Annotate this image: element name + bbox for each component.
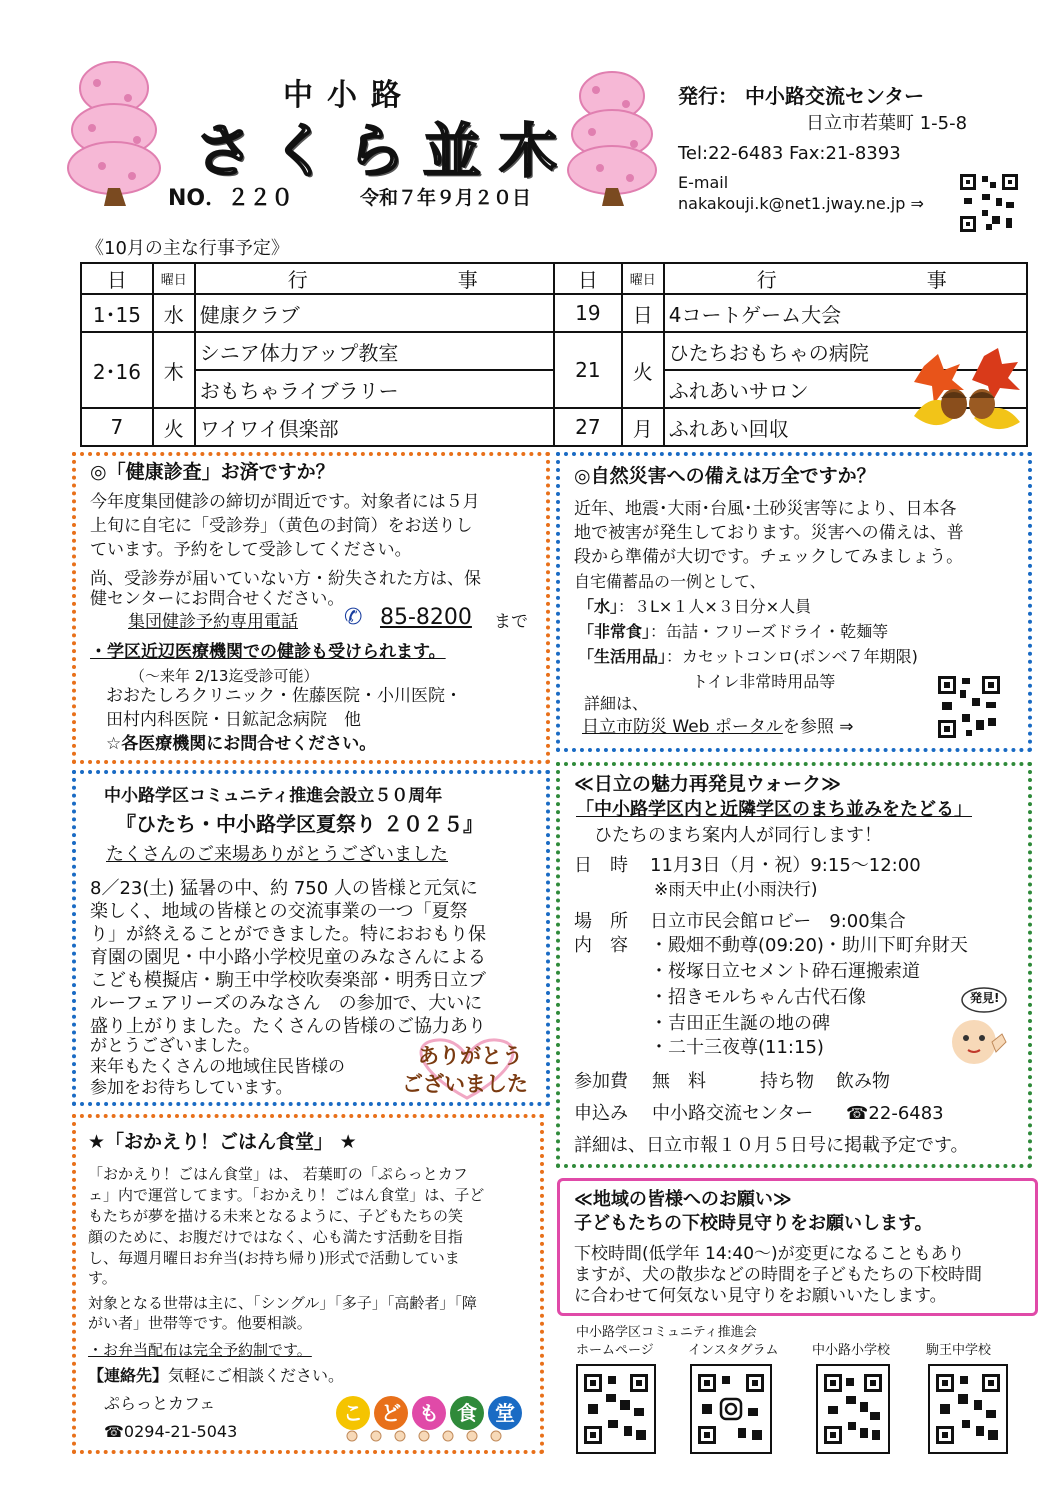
sakura-tree-left-icon	[62, 58, 166, 208]
schedule-weekday: 水	[153, 294, 195, 332]
kitchen-line: 顔のために、お腹だけではなく、心も満たす活動を目指	[88, 1228, 463, 1246]
festival-body: ルーフェアリーズのみなさん の参加で、大いに	[90, 993, 483, 1014]
cafe-name: ぷらっとカフェ	[104, 1394, 216, 1413]
schedule-event: ふれあい回収	[664, 408, 1027, 446]
header-weekday-right: 曜日	[622, 263, 664, 294]
stock-item-cont: トイレ非常時用品等	[692, 672, 836, 691]
header-event: 行 事	[195, 263, 554, 294]
schedule-weekday: 木	[153, 332, 195, 408]
festival-body: 参加をお待ちしています。	[90, 1078, 293, 1098]
walk-detail: 詳細は、日立市報１０月５日号に掲載予定です。	[574, 1135, 969, 1156]
kitchen-line: 「おかえり！ごはん食堂」は、 若葉町の「ぷらっとカフ	[88, 1165, 468, 1183]
festival-body: り」が終えることができました。特におおもり保	[90, 924, 486, 945]
health-title: ◎「健康診査」お済ですか？	[90, 461, 335, 483]
schedule-day: 21	[554, 332, 622, 408]
homepage-qr-code-icon[interactable]	[576, 1364, 656, 1454]
disaster-detail: 詳細は、	[584, 694, 649, 713]
junior-high-qr-code-icon[interactable]	[928, 1364, 1008, 1454]
publisher: 発行： 中小路交流センター	[678, 84, 925, 108]
walk-fee-label: 参加費	[574, 1071, 628, 1092]
walk-apply-tel[interactable]: ☎22-6483	[846, 1103, 944, 1124]
disaster-title: ◎自然災害への備えは万全ですか？	[574, 465, 876, 487]
email-qr-code-icon[interactable]	[958, 172, 1020, 234]
schedule-event: ふれあいサロン	[664, 370, 1027, 408]
logo-char: 堂	[488, 1396, 522, 1430]
festival-body: 盛り上がりました。たくさんの皆様のご協力あり	[90, 1016, 486, 1037]
schedule-event: おもちゃライブラリー	[195, 370, 554, 408]
walk-apply-label: 申込み	[574, 1103, 628, 1124]
walk-stop: ・桜塚日立セメント砕石運搬索道	[650, 961, 920, 982]
schedule-event: 健康クラブ	[195, 294, 554, 332]
walk-date: 11月3日（月・祝）9:15～12:00	[650, 855, 921, 876]
logo-char: こ	[336, 1396, 370, 1430]
walk-content-label: 内 容	[574, 935, 628, 956]
schedule-weekday: 日	[622, 294, 664, 332]
disaster-line: 地で被害が発生しております。災害への備えは、普	[574, 523, 964, 543]
thanks-badge-line: ありがとう	[418, 1044, 523, 1068]
walk-bring: 飲み物	[836, 1071, 890, 1092]
request-line: 下校時間(低学年 14:40～)が変更になることもあり	[574, 1244, 965, 1264]
org-name: 中小路学区コミュニティ推進会	[576, 1325, 757, 1340]
cafe-tel[interactable]: ☎0294-21-5043	[104, 1422, 238, 1441]
walk-place-label: 場 所	[574, 911, 628, 932]
thanks-badge-line: ございました	[402, 1072, 528, 1096]
kitchen-line: もたちが夢を描ける未来となるように、子どもたちの笑	[88, 1207, 464, 1225]
logo-char: ど	[374, 1396, 408, 1430]
walk-stop: ・二十三夜尊(11:15)	[650, 1037, 824, 1058]
stock-item: 「水」：３L×１人×３日分×人員	[578, 597, 812, 616]
festival-org: 中小路学区コミュニティ推進会設立５０周年	[104, 786, 443, 806]
festival-body: 楽しく、地域の皆様との交流事業の一つ「夏祭	[90, 901, 468, 922]
discovery-bubble: 発見!	[970, 991, 1000, 1005]
request-line: ますが、犬の散歩などの時間を子どもたちの下校時間	[574, 1265, 982, 1285]
walk-apply: 中小路交流センター	[652, 1103, 814, 1124]
tel-fax: Tel:22-6483 Fax:21-8393	[678, 143, 901, 164]
schedule-day: 27	[554, 408, 622, 446]
disaster-qr-code-icon[interactable]	[936, 674, 1002, 740]
header-day: 日	[81, 263, 153, 294]
schedule-event: シニア体力アップ教室	[195, 332, 554, 370]
schedule-event: ワイワイ倶楽部	[195, 408, 554, 446]
walk-guide: ひたちのまち案内人が同行します！	[594, 825, 882, 846]
clinic-list: おおたしろクリニック・佐藤医院・小川医院・	[106, 686, 462, 706]
phone-number[interactable]: 85-8200	[380, 605, 472, 630]
festival-body: 育園の園児・中小路小学校児童のみなさんによる	[90, 947, 486, 968]
festival-body: 8／23(土) 猛暑の中、約 750 人の皆様と元気に	[90, 878, 478, 899]
health-line: 健センターにお問合せください。	[90, 589, 345, 609]
walk-rain-note: ※雨天中止(小雨決行)	[654, 880, 818, 900]
clinic-note: ☆各医療機関にお問合せください。	[106, 734, 377, 754]
instagram-qr-code-icon[interactable]	[690, 1364, 772, 1454]
festival-body: 来年もたくさんの地域住民皆様の	[90, 1057, 345, 1077]
logo-char: も	[412, 1396, 446, 1430]
qr-label-instagram: インスタグラム	[688, 1343, 779, 1358]
qr-label-elementary: 中小路小学校	[812, 1343, 891, 1358]
autumn-leaves-acorn-icon	[904, 346, 1024, 438]
schedule-event: ひたちおもちゃの病院	[664, 332, 1027, 370]
request-title: ≪地域の皆様へのお願い≫	[574, 1189, 792, 1210]
disaster-line: 近年、地震･大雨･台風･土砂災害等により、日本各	[574, 499, 957, 519]
header-weekday: 曜日	[153, 263, 195, 294]
walk-subtitle: 「中小路学区内と近隣学区のまち並みをたどる」	[576, 799, 972, 820]
schedule-caption: 《10月の主な行事予定》	[86, 238, 289, 259]
issue-number: NO．２２０	[168, 186, 294, 211]
newsletter-title: さくら並木	[195, 117, 576, 185]
kodomo-shokudo-logo	[336, 1396, 522, 1442]
walk-title: ≪日立の魅力再発見ウォーク≫	[574, 773, 842, 795]
stock-item: 「非常食」：缶詰・フリーズドライ・乾麺等	[578, 622, 889, 641]
health-line: 上旬に自宅に「受診券」（黄色の封筒）をお送りし	[90, 516, 473, 536]
disaster-line: 段から準備が大切です。チェックしてみましょう。	[574, 547, 964, 567]
kitchen-line: し、毎週月曜日お弁当(お持ち帰り)形式で活動していま	[88, 1249, 460, 1267]
phone-suffix: まで	[494, 612, 528, 632]
schedule-weekday: 火	[153, 408, 195, 446]
schedule-day: 1･15	[81, 294, 153, 332]
health-line: ています。予約をして受診してください。	[90, 540, 412, 560]
elementary-school-qr-code-icon[interactable]	[816, 1364, 890, 1454]
walk-stop: ・吉田正生誕の地の碑	[650, 1013, 830, 1034]
schedule-event: 4コートゲーム大会	[664, 294, 1027, 332]
logo-kids-icon	[336, 1430, 522, 1442]
health-line: 今年度集団健診の締切が間近です。対象者には５月	[90, 492, 480, 512]
email-label: E-mail	[678, 173, 729, 192]
kitchen-line: ェ」内で運営してます。「おかえり！ごはん食堂」は、子ど	[88, 1186, 485, 1204]
schedule-table	[80, 262, 1028, 447]
stock-item: 「生活用品」：カセットコンロ(ボンベ７年期限)	[578, 647, 918, 666]
festival-thanks: たくさんのご来場ありがとうございました	[106, 844, 448, 865]
schedule-day: 19	[554, 294, 622, 332]
qr-label-junior-high: 駒王中学校	[926, 1343, 992, 1358]
disaster-portal: 日立市防災 Web ポータルを参照 ⇒	[582, 717, 854, 737]
qr-label-homepage: ホームページ	[576, 1343, 654, 1358]
kitchen-line: がい者」世帯等です。他要相談。	[88, 1314, 312, 1332]
address: 日立市若葉町 1-5-8	[806, 113, 968, 134]
kitchen-title: ★「おかえり！ごはん食堂」 ★	[88, 1131, 357, 1153]
nearby-clinics-note: ・学区近辺医療機関での健診も受けられます。	[90, 642, 446, 662]
kitchen-contact: 【連絡先】気軽にご相談ください。	[88, 1366, 345, 1385]
issue-date: 令和７年９月２０日	[360, 187, 532, 209]
walk-stop: ・招きモルちゃん古代石像	[650, 987, 866, 1008]
deadline: （～来年 2/13迄受診可能）	[130, 667, 319, 685]
schedule-day: 2･16	[81, 332, 153, 408]
festival-body: こども模擬店・駒王中学校吹奏楽部・明秀日立ブ	[90, 970, 486, 991]
health-line: 尚、受診券が届いていない方・紛失された方は、保	[90, 569, 481, 589]
schedule-weekday: 火	[622, 332, 664, 408]
kitchen-reservation: ・お弁当配布は完全予約制です。	[88, 1341, 312, 1359]
phone-label: 集団健診予約専用電話	[128, 612, 298, 632]
request-subtitle: 子どもたちの下校時見守りをお願いします。	[574, 1213, 933, 1234]
festival-title: 『ひたち・中小路学区夏祭り ２０２５』	[116, 812, 483, 836]
disaster-line: 自宅備蓄品の一例として、	[574, 572, 766, 591]
kitchen-line: 対象となる世帯は主に、「シングル」「多子」「高齢者」「障	[88, 1294, 477, 1312]
walk-date-label: 日 時	[574, 855, 628, 876]
schedule-day: 7	[81, 408, 153, 446]
newsletter-subtitle: 中小路	[283, 78, 415, 113]
phone-icon: ✆	[344, 605, 363, 630]
logo-char: 食	[450, 1396, 484, 1430]
festival-body: がとうございました。	[90, 1036, 260, 1056]
kitchen-line: す。	[88, 1269, 117, 1287]
request-line: に合わせて何気ない見守りをお願いいたします。	[574, 1286, 947, 1306]
sakura-tree-right-icon	[562, 68, 662, 208]
walk-fee: 無 料	[652, 1071, 706, 1092]
walk-bring-label: 持ち物	[760, 1071, 814, 1092]
clinic-list: 田村内科医院・日鉱記念病院 他	[106, 710, 361, 730]
header-event-right: 行 事	[664, 263, 1027, 294]
schedule-weekday: 月	[622, 408, 664, 446]
portal-link[interactable]: 日立市防災 Web ポータル	[582, 717, 783, 737]
header-day-right: 日	[554, 263, 622, 294]
walk-place: 日立市民会館ロビー 9:00集合	[650, 911, 906, 932]
walk-stop: ・殿畑不動尊(09:20)・助川下町弁財天	[650, 935, 968, 956]
email-address[interactable]: nakakouji.k@net1.jway.ne.jp ⇒	[678, 194, 924, 213]
